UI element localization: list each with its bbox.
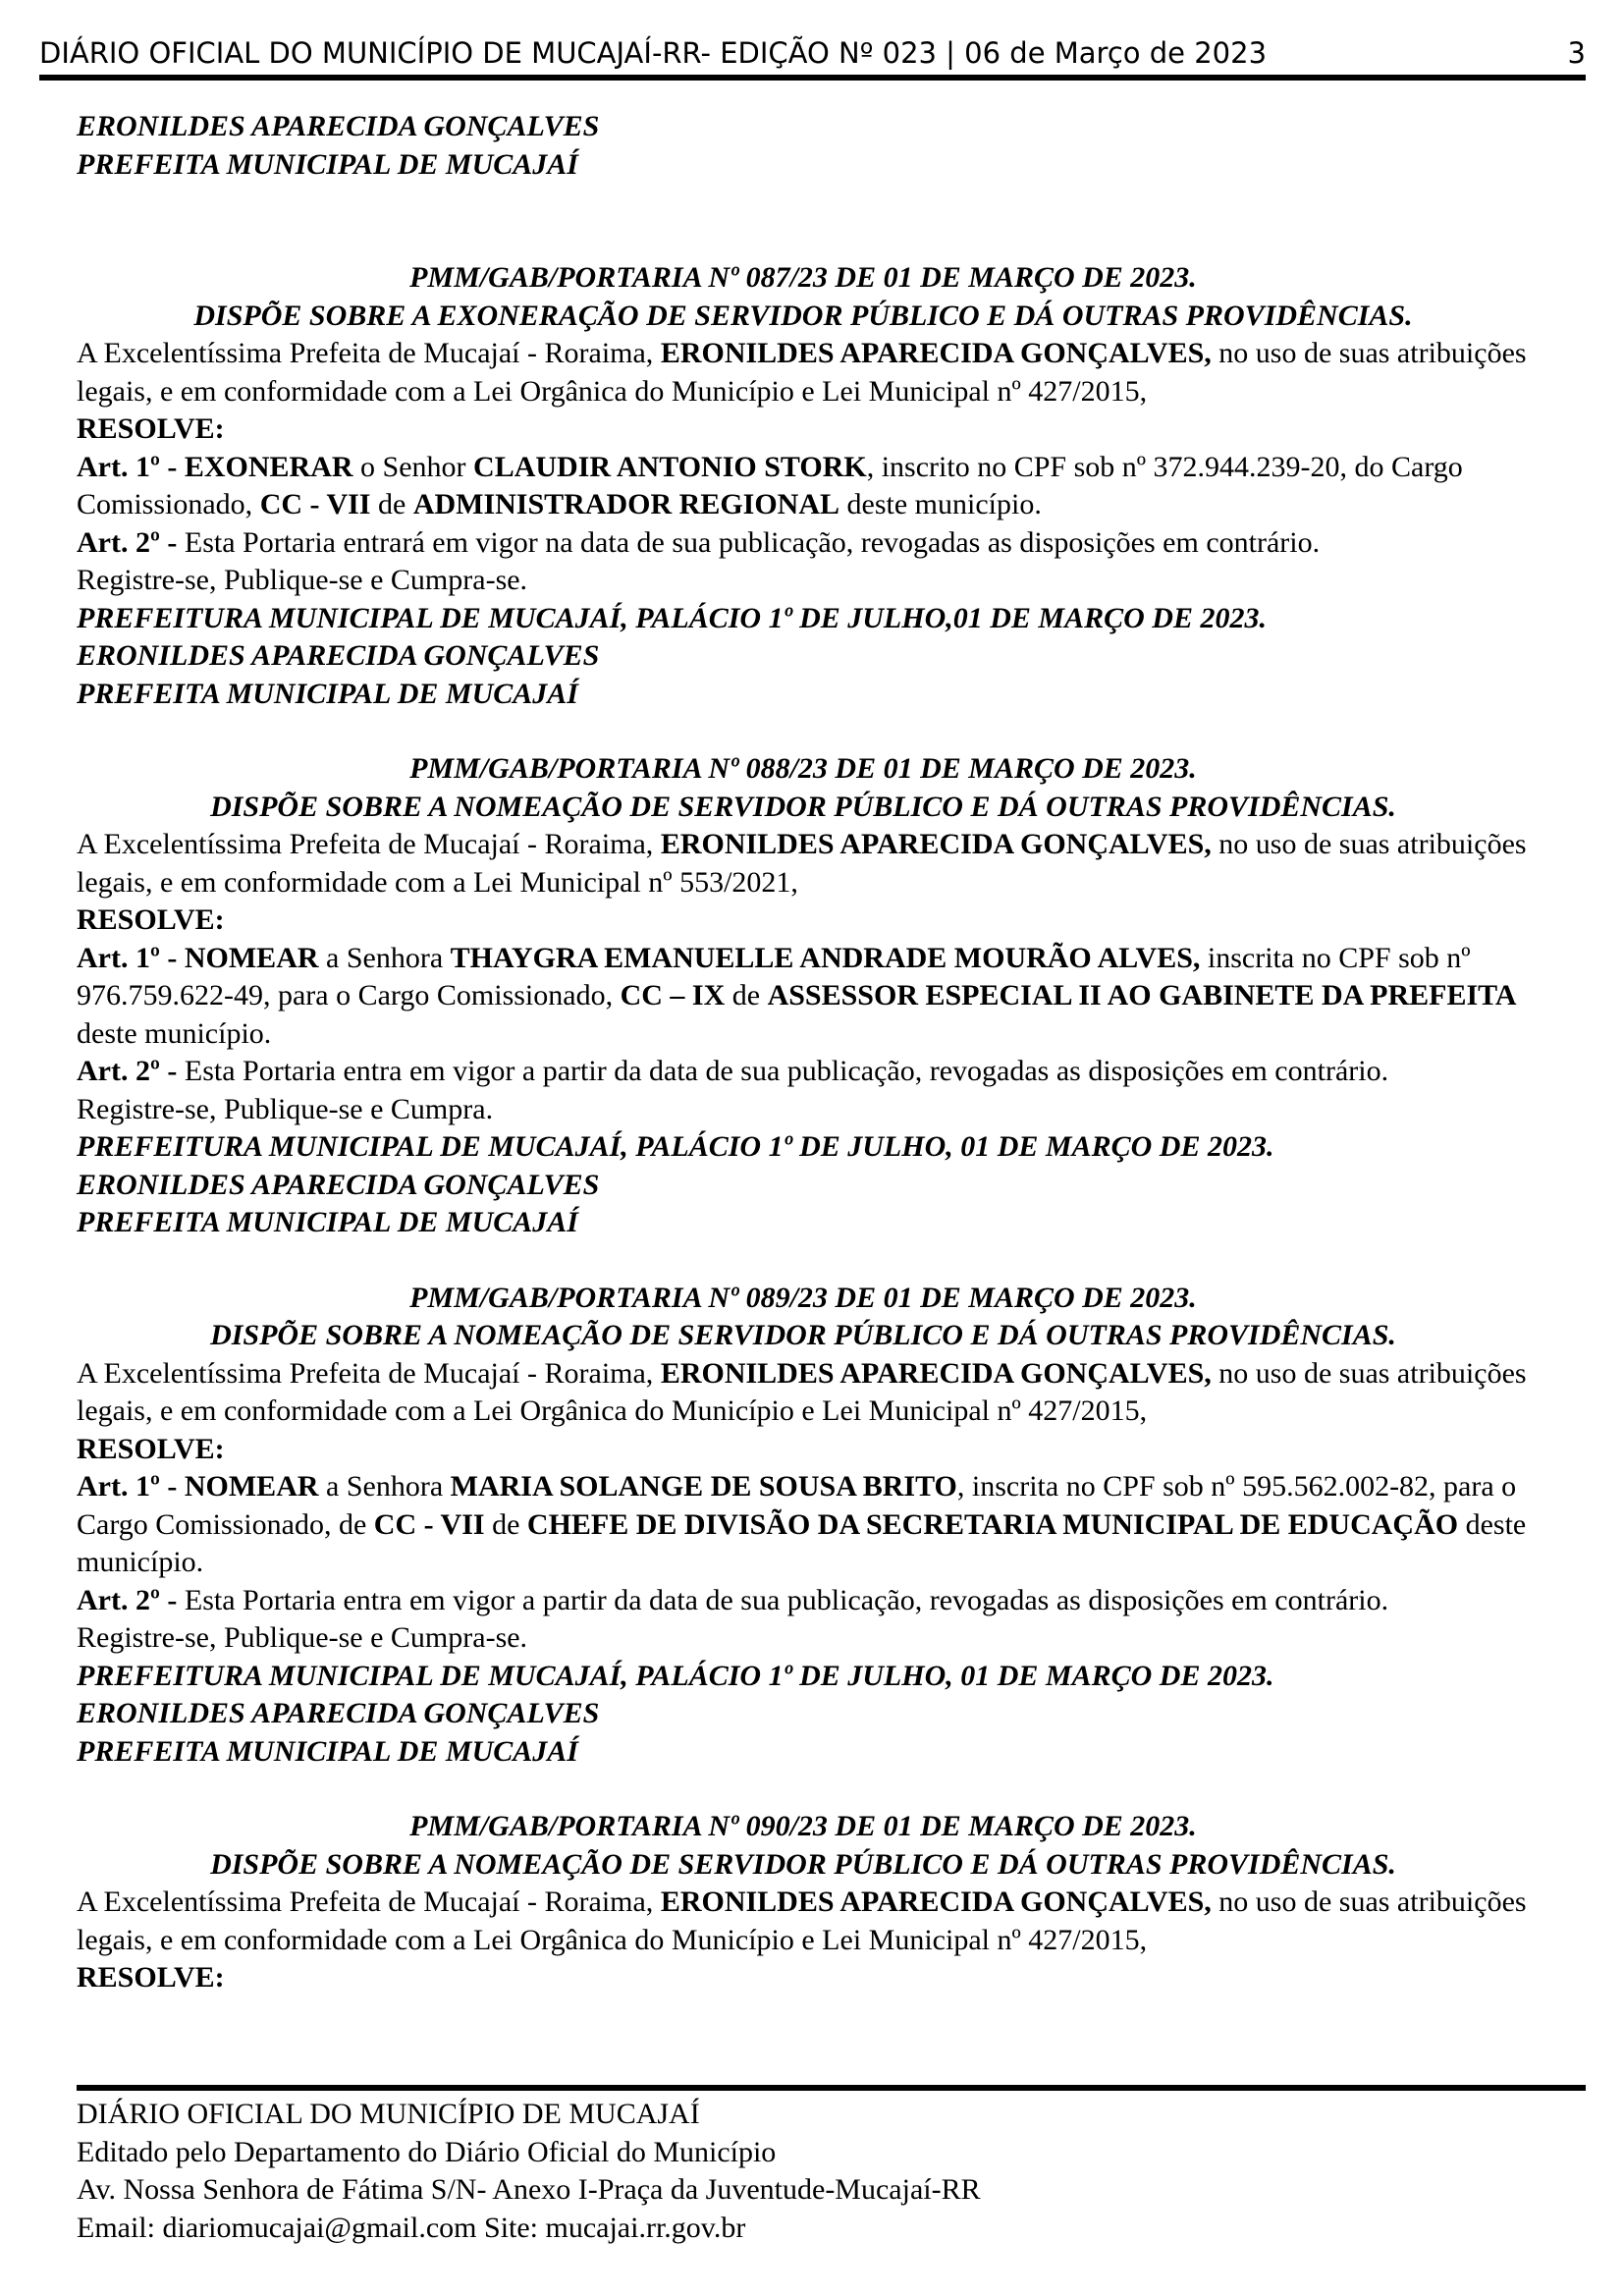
closing-line: PREFEITURA MUNICIPAL DE MUCAJAÍ, PALÁCIO 1º DE JULHO, 01 DE MARÇO DE 2023. [77,1659,1274,1692]
signature-name: ERONILDES APARECIDA GONÇALVES [77,639,600,672]
portaria-subtitle: DISPÕE SOBRE A NOMEAÇÃO DE SERVIDOR PÚBLICO E DÁ OUTRAS PROVIDÊNCIAS. [210,1847,1396,1881]
portaria-subtitle: DISPÕE SOBRE A NOMEAÇÃO DE SERVIDOR PÚBLICO E DÁ OUTRAS PROVIDÊNCIAS. [210,790,1396,823]
page-footer [77,2096,1530,2247]
portaria-title: PMM/GAB/PORTARIA Nº 088/23 DE 01 DE MARÇO DE 2023. [409,752,1197,785]
portaria-088 [77,750,1530,1242]
article-1: Art. 1º - EXONERAR o Senhor CLAUDIR ANTONIO STORK, inscrito no CPF sob nº 372.944.239-20, do Cargo Comissionado, CC - VII de ADMINISTRADOR REGIONAL deste município. [77,450,1463,520]
portaria-intro: A Excelentíssima Prefeita de Mucajaí - Roraima, ERONILDES APARECIDA GONÇALVES, no uso de suas atribuições legais, e em conformidade com a Lei Orgânica do Município e Lei Municipal nº 427/2015, [77,1356,1527,1427]
footer-contact: Email: diariomucajai@gmail.com Site: mucajai.rr.gov.br [77,2211,746,2244]
portaria-intro: A Excelentíssima Prefeita de Mucajaí - Roraima, ERONILDES APARECIDA GONÇALVES, no uso de suas atribuições legais, e em conformidade com a Lei Orgânica do Município e Lei Municipal nº 427/2015, [77,337,1527,408]
portaria-title: PMM/GAB/PORTARIA Nº 087/23 DE 01 DE MARÇO DE 2023. [409,261,1197,294]
registre-line: Registre-se, Publique-se e Cumpra-se. [77,564,528,596]
registre-line: Registre-se, Publique-se e Cumpra-se. [77,1621,528,1654]
portaria-087 [77,259,1530,713]
registre-line: Registre-se, Publique-se e Cumpra. [77,1092,494,1125]
resolve-label: RESOLVE: [77,1961,225,1994]
header-title: DIÁRIO OFICIAL DO MUNICÍPIO DE MUCAJAÍ-RR- EDIÇÃO Nº 023 | 06 de Março de 2023 [39,36,1268,70]
header-rule [39,75,1586,81]
top-signature-role: PREFEITA MUNICIPAL DE MUCAJAÍ [77,147,578,181]
signature-name: ERONILDES APARECIDA GONÇALVES [77,1168,600,1201]
signature-role: PREFEITA MUNICIPAL DE MUCAJAÍ [77,677,578,710]
resolve-label: RESOLVE: [77,1432,225,1465]
portaria-089 [77,1280,1530,1772]
closing-line: PREFEITURA MUNICIPAL DE MUCAJAÍ, PALÁCIO 1º DE JULHO, 01 DE MARÇO DE 2023. [77,1130,1274,1163]
portaria-subtitle: DISPÕE SOBRE A EXONERAÇÃO DE SERVIDOR PÚBLICO E DÁ OUTRAS PROVIDÊNCIAS. [193,299,1413,332]
closing-line: PREFEITURA MUNICIPAL DE MUCAJAÍ, PALÁCIO 1º DE JULHO,01 DE MARÇO DE 2023. [77,601,1267,634]
footer-title: DIÁRIO OFICIAL DO MUNICÍPIO DE MUCAJAÍ [77,2098,700,2130]
article-2: Art. 2º - Esta Portaria entrará em vigor na data de sua publicação, revogadas as disposições em contrário. [77,525,1321,559]
page-number: 3 [1567,36,1586,70]
resolve-label: RESOLVE: [77,412,225,445]
resolve-label: RESOLVE: [77,903,225,936]
portaria-090 [77,1808,1530,1997]
portaria-title: PMM/GAB/PORTARIA Nº 089/23 DE 01 DE MARÇO DE 2023. [409,1281,1197,1314]
portaria-intro: A Excelentíssima Prefeita de Mucajaí - Roraima, ERONILDES APARECIDA GONÇALVES, no uso de suas atribuições legais, e em conformidade com a Lei Municipal nº 553/2021, [77,828,1527,899]
signature-role: PREFEITA MUNICIPAL DE MUCAJAÍ [77,1734,578,1768]
article-2: Art. 2º - Esta Portaria entra em vigor a partir da data de sua publicação, revogadas as disposições em contrário. [77,1055,1389,1087]
footer-address: Av. Nossa Senhora de Fátima S/N- Anexo I-Praça da Juventude-Mucajaí-RR [77,2173,981,2206]
footer-rule [77,2085,1586,2091]
article-1: Art. 1º - NOMEAR a Senhora MARIA SOLANGE DE SOUSA BRITO, inscrita no CPF sob nº 595.562.002-82, para o Cargo Comissionado, de CC - VII de CHEFE DE DIVISÃO DA SECRETARIA MUNICIPAL DE EDUCAÇÃO deste município. [77,1470,1527,1578]
document-body [77,108,1530,1997]
signature-role: PREFEITA MUNICIPAL DE MUCAJAÍ [77,1206,578,1238]
signature-name: ERONILDES APARECIDA GONÇALVES [77,1697,600,1729]
footer-editor: Editado pelo Departamento do Diário Oficial do Município [77,2135,777,2168]
top-signature-name: ERONILDES APARECIDA GONÇALVES [77,110,600,142]
portaria-title: PMM/GAB/PORTARIA Nº 090/23 DE 01 DE MARÇO DE 2023. [409,1810,1197,1842]
page-header [39,35,1586,71]
article-2: Art. 2º - Esta Portaria entra em vigor a partir da data de sua publicação, revogadas as disposições em contrário. [77,1583,1389,1616]
portaria-subtitle: DISPÕE SOBRE A NOMEAÇÃO DE SERVIDOR PÚBLICO E DÁ OUTRAS PROVIDÊNCIAS. [210,1319,1396,1351]
portaria-intro: A Excelentíssima Prefeita de Mucajaí - Roraima, ERONILDES APARECIDA GONÇALVES, no uso de suas atribuições legais, e em conformidade com a Lei Orgânica do Município e Lei Municipal nº 427/2015, [77,1886,1527,1956]
article-1: Art. 1º - NOMEAR a Senhora THAYGRA EMANUELLE ANDRADE MOURÃO ALVES, inscrita no CPF sob nº 976.759.622-49, para o Cargo Comissionado, CC – IX de ASSESSOR ESPECIAL II AO GABINETE DA PREFEITA deste município. [77,941,1517,1050]
